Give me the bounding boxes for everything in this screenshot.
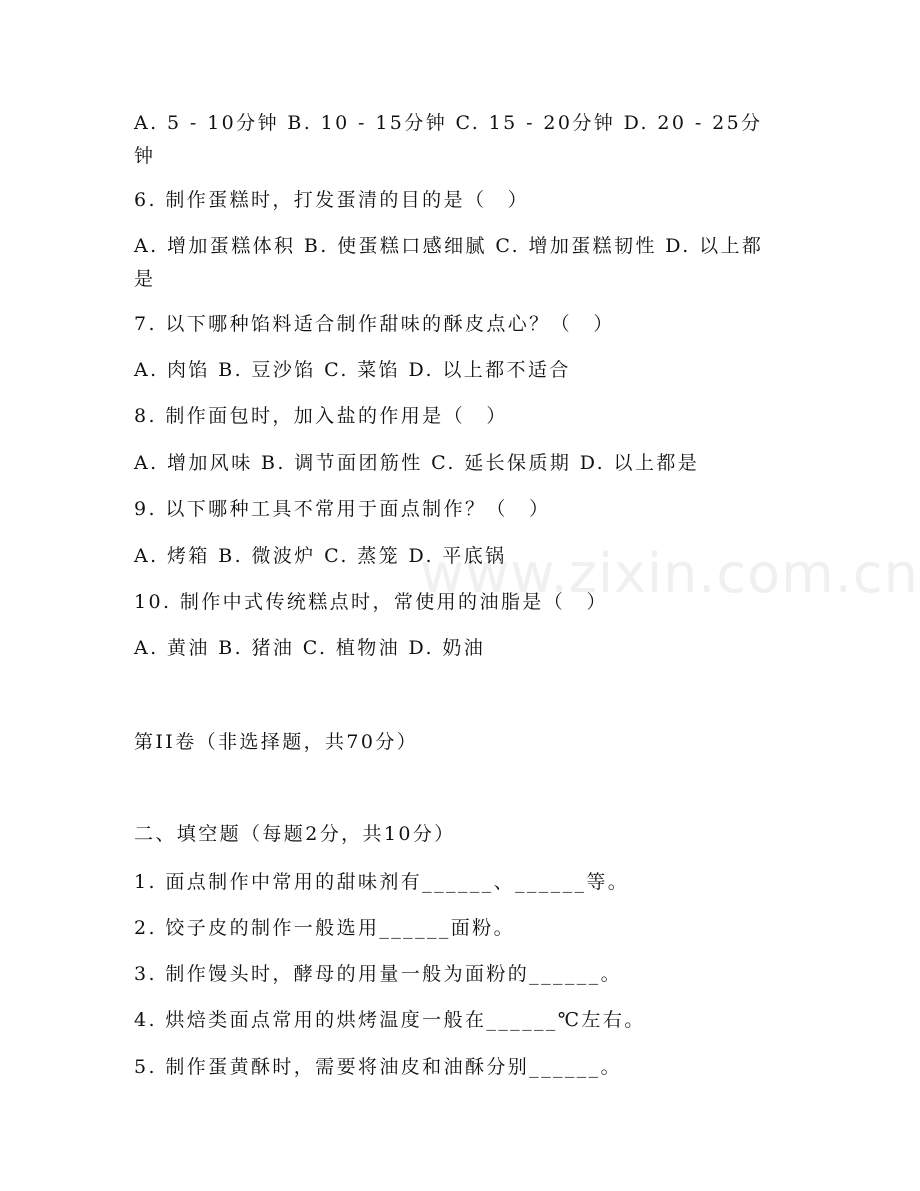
question-6-options: A. 增加蛋糕体积 B. 使蛋糕口感细腻 C. 增加蛋糕韧性 D. 以上都是 — [134, 235, 764, 290]
fill-question-1: 1. 面点制作中常用的甜味剂有______、______等。 — [134, 871, 630, 893]
question-8: 8. 制作面包时，加入盐的作用是（ ） — [134, 405, 508, 427]
question-10: 10. 制作中式传统糕点时，常使用的油脂是（ ） — [134, 591, 608, 613]
question-5-options: A. 5 - 10分钟 B. 10 - 15分钟 C. 15 - 20分钟 D. 20 - 25分钟 — [134, 112, 763, 167]
question-6: 6. 制作蛋糕时，打发蛋清的目的是（ ） — [134, 189, 530, 211]
question-9: 9. 以下哪种工具不常用于面点制作？（ ） — [134, 498, 551, 520]
question-7: 7. 以下哪种馅料适合制作甜味的酥皮点心？（ ） — [134, 313, 615, 335]
part-2-title: 第II卷（非选择题，共70分） — [134, 731, 419, 753]
fill-question-2: 2. 饺子皮的制作一般选用______面粉。 — [134, 917, 515, 939]
fill-question-4: 4. 烘焙类面点常用的烘烤温度一般在______℃左右。 — [134, 1009, 646, 1031]
section-2-title: 二、填空题（每题2分，共10分） — [134, 823, 456, 845]
question-9-options: A. 烤箱 B. 微波炉 C. 蒸笼 D. 平底锅 — [134, 545, 507, 567]
question-10-options: A. 黄油 B. 猪油 C. 植物油 D. 奶油 — [134, 637, 486, 659]
watermark: www.zixin.com.cn — [420, 542, 919, 605]
question-8-options: A. 增加风味 B. 调节面团筋性 C. 延长保质期 D. 以上都是 — [134, 452, 700, 474]
fill-question-3: 3. 制作馒头时，酵母的用量一般为面粉的______。 — [134, 963, 622, 985]
question-7-options: A. 肉馅 B. 豆沙馅 C. 菜馅 D. 以上都不适合 — [134, 359, 571, 381]
fill-question-5: 5. 制作蛋黄酥时，需要将油皮和油酥分别______。 — [134, 1056, 622, 1078]
